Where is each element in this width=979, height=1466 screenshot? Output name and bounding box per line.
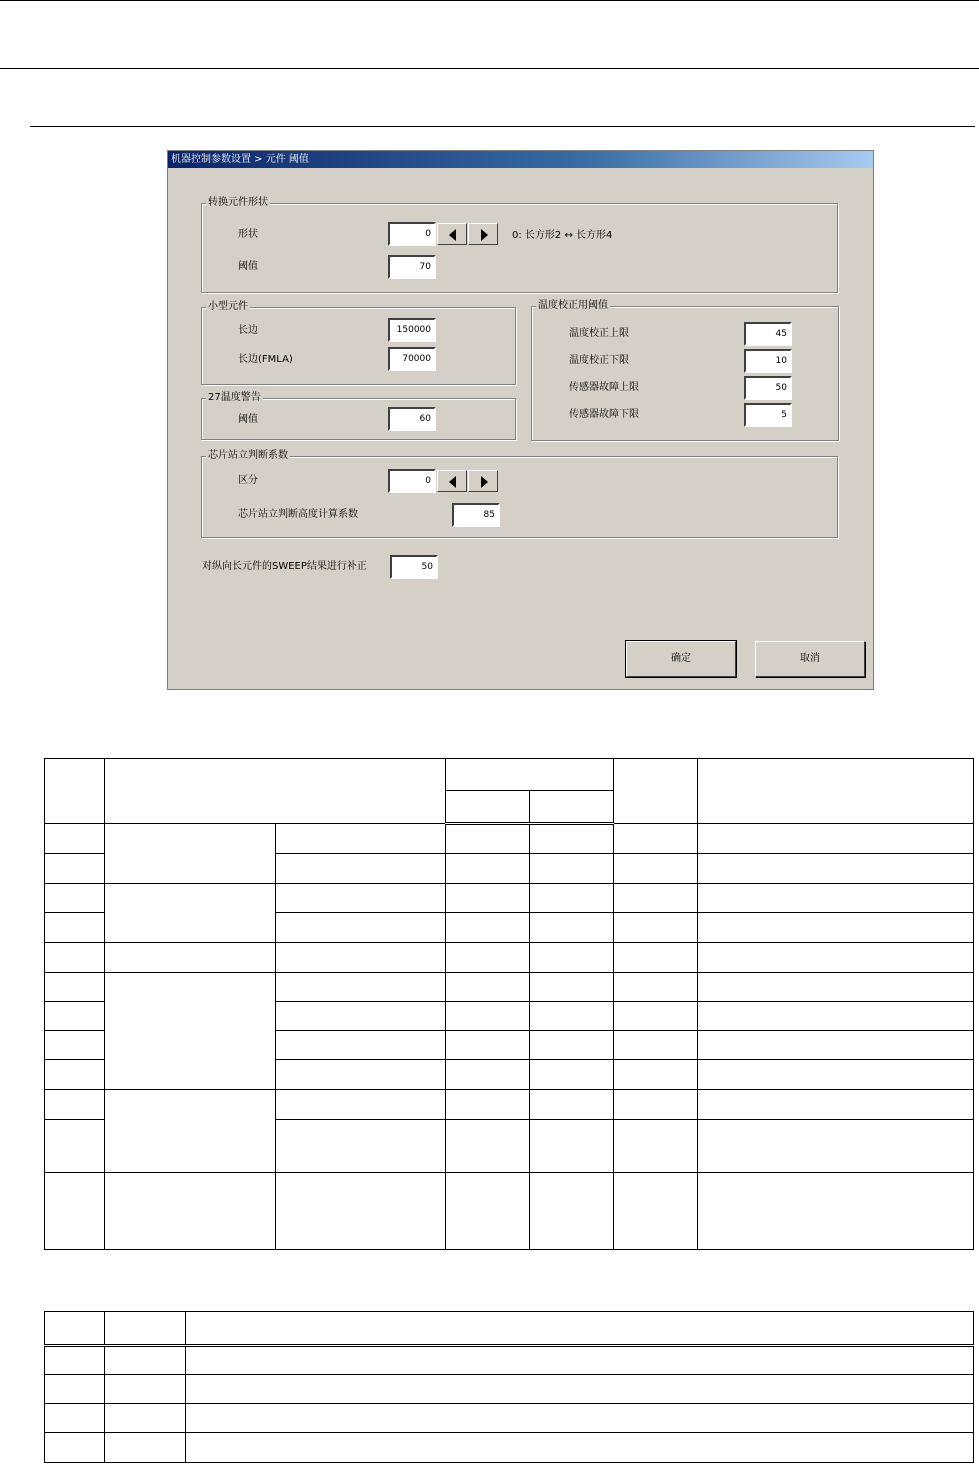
ok-button[interactable]: 确定 (626, 641, 736, 677)
convert-shape-group (201, 197, 838, 293)
table-header-row (45, 759, 974, 791)
table-row (45, 1375, 974, 1404)
arrow-right-icon (481, 476, 488, 488)
table-row (45, 1404, 974, 1433)
code-table (44, 1311, 974, 1463)
arrow-left-icon (449, 229, 456, 241)
header-rule-top (0, 0, 979, 1)
chip-standing-group-title: 芯片站立判断系数 (208, 450, 288, 461)
temp-warning-threshold-label: 阈值 (238, 414, 258, 425)
parameter-table (44, 758, 974, 1250)
shape-increment-button[interactable] (468, 223, 498, 245)
shape-label: 形状 (238, 229, 258, 240)
sensor-lower-field[interactable]: 5 (744, 403, 792, 427)
long-side-field[interactable]: 150000 (388, 318, 436, 342)
table-row (45, 1173, 974, 1250)
table-row (45, 1090, 974, 1120)
temp-warning-group-title: 27温度警告 (208, 392, 261, 403)
chip-standing-group (201, 450, 838, 538)
table-header-cell (614, 759, 698, 824)
component-threshold-dialog (167, 150, 874, 690)
temp-lower-field[interactable]: 10 (744, 349, 792, 373)
sweep-field[interactable]: 50 (390, 555, 438, 579)
small-component-group-title: 小型元件 (208, 301, 248, 312)
table-row (45, 973, 974, 1002)
shape-field[interactable]: 0 (388, 222, 436, 246)
temp-lower-label: 温度校正下限 (569, 355, 629, 366)
cancel-button[interactable]: 取消 (755, 641, 865, 677)
table-header-cell (45, 759, 105, 824)
sweep-label: 对纵向长元件的SWEEP结果进行补正 (202, 561, 367, 572)
small-component-group (201, 301, 516, 385)
shape-threshold-field[interactable]: 70 (388, 255, 436, 279)
class-increment-button[interactable] (468, 470, 498, 492)
table-row (45, 943, 974, 973)
table-header-cell (446, 791, 530, 824)
long-side-label: 长边 (238, 325, 258, 336)
long-side-fmla-field[interactable]: 70000 (388, 347, 436, 371)
class-field[interactable]: 0 (388, 469, 436, 493)
sensor-upper-label: 传感器故障上限 (569, 382, 639, 393)
table-row (45, 884, 974, 913)
table-row (45, 1433, 974, 1463)
header-rule-bottom (30, 126, 975, 127)
shape-decrement-button[interactable] (437, 223, 467, 245)
table-row (45, 1346, 974, 1375)
table-header-cell (530, 791, 614, 824)
arrow-left-icon (449, 476, 456, 488)
temp-upper-field[interactable]: 45 (744, 322, 792, 346)
long-side-fmla-label: 长边(FMLA) (238, 354, 293, 365)
sensor-lower-label: 传感器故障下限 (569, 409, 639, 420)
class-label: 区分 (238, 475, 258, 486)
header-rule-middle (0, 68, 979, 69)
table-row (45, 824, 974, 854)
table-header-cell (105, 759, 446, 824)
table-header-row (45, 1312, 974, 1346)
convert-shape-group-title: 转换元件形状 (208, 197, 268, 208)
dialog-title: 机器控制参数设置 > 元件 阈值 (168, 151, 873, 168)
table-header-cell (446, 759, 614, 791)
class-decrement-button[interactable] (437, 470, 467, 492)
shape-threshold-label: 阈值 (238, 261, 258, 272)
arrow-right-icon (481, 229, 488, 241)
shape-hint: 0: 长方形2 ↔ 长方形4 (512, 230, 613, 241)
height-coef-field[interactable]: 85 (452, 503, 500, 527)
temp-upper-label: 温度校正上限 (569, 328, 629, 339)
height-coef-label: 芯片站立判断高度计算系数 (238, 509, 358, 520)
temp-warning-threshold-field[interactable]: 60 (388, 407, 436, 431)
table-header-cell (698, 759, 974, 824)
sensor-upper-field[interactable]: 50 (744, 376, 792, 400)
temp-calibration-group-title: 温度校正用阈值 (538, 300, 608, 311)
